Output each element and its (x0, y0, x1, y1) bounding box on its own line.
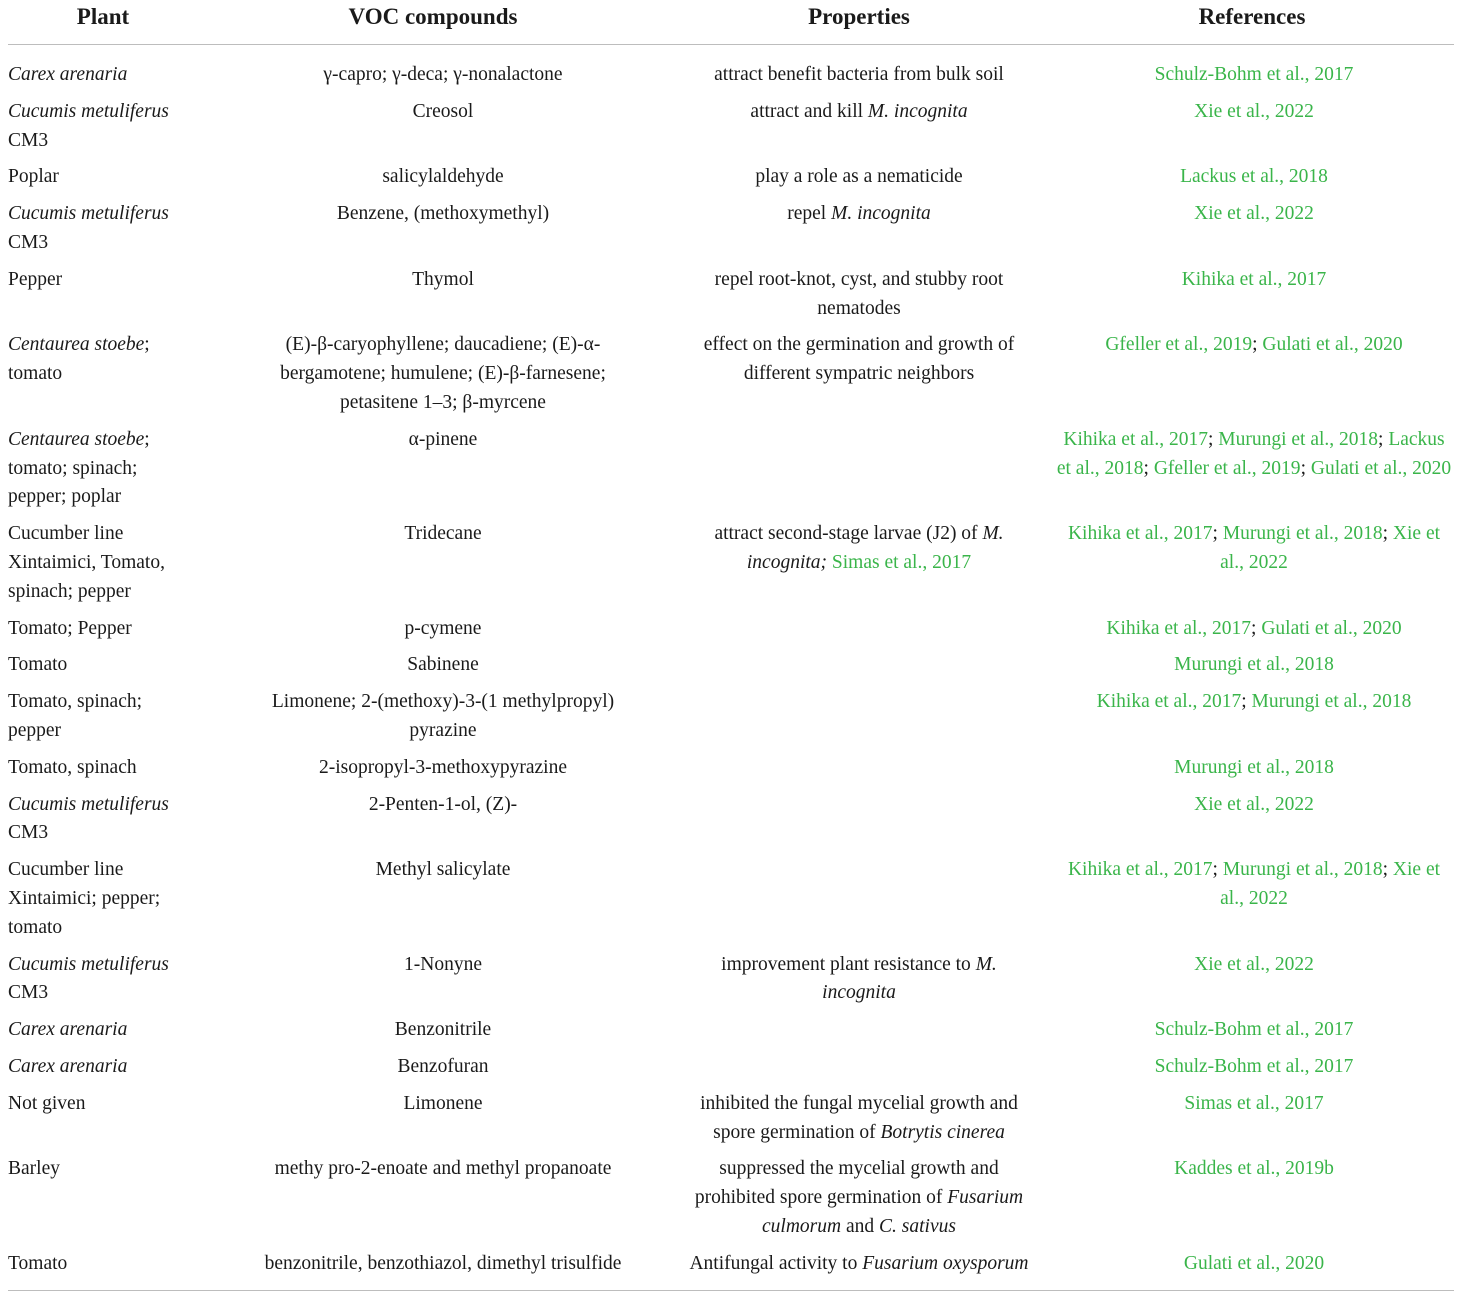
cell-text: ; (1382, 523, 1393, 545)
plant-cell (8, 684, 198, 750)
references-cell (1050, 684, 1454, 750)
reference-link[interactable]: Murungi et al., 2018 (1218, 428, 1379, 450)
properties-cell (668, 1246, 1050, 1291)
cell-text: ; (1212, 523, 1223, 545)
header-voc-compounds: VOC compounds (198, 0, 668, 45)
reference-link[interactable]: Xie et al., 2022 (1220, 859, 1441, 909)
table-row (8, 94, 1454, 160)
reference-link[interactable]: Murungi et al., 2018 (1174, 756, 1334, 778)
plant-cell (8, 1012, 198, 1049)
reference-link[interactable]: Kihika et al., 2017 (1181, 268, 1327, 290)
references-cell (1050, 262, 1454, 328)
plant-cell (8, 196, 198, 262)
cell-text: inhibited the fungal mycelial growth and spore germination of (700, 1092, 1018, 1143)
reference-link[interactable]: Schulz-Bohm et al., 2017 (1154, 1055, 1354, 1077)
voc-cell (198, 852, 668, 946)
plant-cell (8, 94, 198, 160)
properties-cell (668, 750, 1050, 787)
cell-text: α-pinene (408, 428, 478, 450)
plant-cell (8, 852, 198, 946)
plant-cell (8, 262, 198, 328)
italic-text: M. incognita (867, 100, 968, 122)
cell-text: methy pro-2-enoate and methyl propanoate (274, 1158, 612, 1180)
plant-cell (8, 1086, 198, 1152)
voc-cell (198, 647, 668, 684)
voc-table (8, 0, 1454, 1291)
cell-text: attract second-stage larvae (J2) of (714, 523, 983, 545)
reference-link[interactable]: Murungi et al., 2018 (1222, 859, 1383, 881)
properties-cell (668, 516, 1050, 610)
cell-text: Benzene, (methoxymethyl) (336, 203, 550, 225)
table-row (8, 1246, 1454, 1291)
table-row (8, 1012, 1454, 1049)
cell-text: Limonene; 2-(methoxy)-3-(1 methylpropyl) pyrazine (271, 691, 615, 741)
properties-cell (668, 852, 1050, 946)
table-row (8, 1151, 1454, 1245)
references-cell (1050, 787, 1454, 853)
header-references: References (1050, 0, 1454, 45)
plant-cell (8, 787, 198, 853)
italic-text: Cucumis metuliferus (8, 100, 169, 122)
properties-cell (668, 327, 1050, 421)
voc-cell (198, 45, 668, 94)
references-cell (1050, 1086, 1454, 1152)
cell-text: play a role as a nematicide (755, 166, 963, 188)
cell-text: effect on the germination and growth of different sympatric neighbors (703, 334, 1015, 385)
table-container (8, 0, 1454, 1291)
cell-text: ; (1378, 428, 1389, 450)
header-properties: Properties (668, 0, 1050, 45)
italic-text: Cucumis metuliferus (8, 953, 169, 975)
plant-cell (8, 45, 198, 94)
reference-link[interactable]: Lackus et al., 2018 (1180, 166, 1328, 188)
voc-cell (198, 1012, 668, 1049)
plant-cell (8, 159, 198, 196)
cell-text: suppressed the mycelial growth and prohibited spore germination of (694, 1158, 999, 1209)
table-row (8, 159, 1454, 196)
reference-link[interactable]: Murungi et al., 2018 (1222, 523, 1383, 545)
cell-text: ; (1241, 691, 1252, 713)
references-cell (1050, 947, 1454, 1013)
table-row (8, 516, 1454, 610)
cell-text: p-cymene (404, 617, 482, 639)
reference-link[interactable]: Kihika et al., 2017 (1063, 428, 1208, 450)
cell-text: ; tomato; spinach; pepper; poplar (8, 428, 150, 508)
cell-text: CM3 (8, 982, 49, 1004)
plant-cell (8, 647, 198, 684)
properties-cell (668, 159, 1050, 196)
properties-cell (668, 647, 1050, 684)
italic-text: Fusarium culmorum (762, 1187, 1024, 1237)
italic-text: Carex arenaria (8, 64, 128, 85)
cell-text: Tomato (8, 1252, 68, 1274)
plant-cell (8, 611, 198, 648)
voc-cell (198, 1246, 668, 1291)
table-row (8, 611, 1454, 648)
cell-text: Creosol (412, 100, 474, 122)
table-row (8, 327, 1454, 421)
cell-text: improvement plant resistance to (721, 953, 976, 975)
reference-link[interactable]: Xie et al., 2022 (1194, 100, 1314, 122)
reference-link[interactable]: Kaddes et al., 2019b (1174, 1158, 1334, 1180)
italic-text: M. incognita (822, 953, 997, 1004)
cell-text: and (841, 1215, 880, 1237)
italic-text: Botrytis cinerea (880, 1121, 1005, 1143)
properties-cell (668, 1151, 1050, 1245)
plant-cell (8, 1246, 198, 1291)
cell-text: ; (1143, 457, 1154, 479)
properties-cell (668, 196, 1050, 262)
properties-cell (668, 611, 1050, 648)
table-row (8, 947, 1454, 1013)
voc-cell (198, 750, 668, 787)
voc-cell (198, 947, 668, 1013)
plant-cell (8, 1049, 198, 1086)
table-row (8, 262, 1454, 328)
cell-text: Tomato, spinach (8, 756, 137, 778)
references-cell (1050, 196, 1454, 262)
cell-text: CM3 (8, 231, 49, 253)
properties-cell (668, 787, 1050, 853)
cell-text: ; (1300, 457, 1311, 479)
reference-link[interactable]: Gulati et al., 2020 (1262, 334, 1403, 356)
references-cell (1050, 750, 1454, 787)
cell-text: attract and kill (750, 100, 868, 122)
table-row (8, 1086, 1454, 1152)
references-cell (1050, 1246, 1454, 1291)
cell-text: Methyl salicylate (375, 859, 511, 881)
properties-cell (668, 45, 1050, 94)
italic-text: Fusarium oxysporum (862, 1252, 1029, 1274)
plant-cell (8, 947, 198, 1013)
references-cell (1050, 159, 1454, 196)
cell-text: ; (1251, 617, 1262, 639)
voc-cell (198, 1049, 668, 1086)
cell-text: CM3 (8, 822, 49, 844)
cell-text: Antifungal activity to (689, 1252, 863, 1274)
references-cell (1050, 1012, 1454, 1049)
cell-text: γ-capro; γ-deca; γ-nonalactone (323, 64, 563, 85)
cell-text: ; (1212, 859, 1223, 881)
cell-text: Benzofuran (397, 1055, 489, 1077)
references-cell (1050, 94, 1454, 160)
voc-cell (198, 516, 668, 610)
properties-cell (668, 1086, 1050, 1152)
reference-link[interactable]: Xie et al., 2022 (1194, 203, 1314, 225)
reference-link[interactable]: Kihika et al., 2017 (1096, 691, 1242, 713)
italic-text: Carex arenaria (8, 1055, 128, 1077)
voc-cell (198, 196, 668, 262)
table-row (8, 45, 1454, 94)
cell-text: ; (1207, 428, 1219, 450)
reference-link[interactable]: Gfeller et al., 2019 (1153, 457, 1301, 479)
reference-link[interactable]: Murungi et al., 2018 (1251, 691, 1412, 713)
table-row (8, 196, 1454, 262)
italic-text: Cucumis metuliferus (8, 203, 169, 225)
references-cell (1050, 647, 1454, 684)
cell-text: (E)-β-caryophyllene; daucadiene; (E)-α-bergamotene; humulene; (E)-β-farnesene; petasitene 1–3; β-myrcene (280, 334, 606, 413)
cell-text: attract benefit bacteria from bulk soil (714, 64, 1004, 85)
italic-text: M. incognita; (746, 523, 1004, 573)
table-row (8, 1049, 1454, 1086)
italic-text: C. sativus (879, 1215, 956, 1237)
voc-cell (198, 159, 668, 196)
italic-text: Cucumis metuliferus (8, 793, 169, 815)
reference-link[interactable]: Gulati et al., 2020 (1261, 617, 1402, 639)
table-row (8, 787, 1454, 853)
cell-text: CM3 (8, 129, 49, 151)
reference-link[interactable]: Kihika et al., 2017 (1106, 617, 1252, 639)
header-plant: Plant (8, 0, 198, 45)
reference-link[interactable]: Murungi et al., 2018 (1174, 654, 1334, 676)
cell-text: Cucumber line Xintaimici; pepper; tomato (8, 859, 161, 938)
references-cell (1050, 45, 1454, 94)
voc-cell (198, 327, 668, 421)
properties-cell (668, 94, 1050, 160)
plant-cell (8, 422, 198, 516)
voc-cell (198, 1086, 668, 1152)
reference-link[interactable]: Gulati et al., 2020 (1183, 1252, 1325, 1274)
table-row (8, 684, 1454, 750)
plant-cell (8, 516, 198, 610)
cell-text: Tomato, spinach; pepper (8, 691, 143, 741)
cell-text: Thymol (412, 268, 474, 290)
references-cell (1050, 516, 1454, 610)
reference-link[interactable]: Xie et al., 2022 (1194, 793, 1314, 815)
table-row (8, 647, 1454, 684)
cell-text: Tridecane (404, 523, 482, 545)
header-row (8, 0, 1454, 45)
properties-cell (668, 262, 1050, 328)
italic-text: Centaurea stoebe (8, 334, 145, 356)
cell-text: Tomato (8, 654, 68, 676)
cell-text: Pepper (8, 268, 63, 290)
properties-cell (668, 947, 1050, 1013)
voc-cell (198, 611, 668, 648)
reference-link[interactable]: Xie et al., 2022 (1220, 523, 1441, 573)
cell-text: Sabinene (407, 654, 479, 676)
cell-text: Not given (8, 1092, 86, 1114)
cell-text: Poplar (8, 166, 59, 188)
properties-cell (668, 1049, 1050, 1086)
plant-cell (8, 750, 198, 787)
references-cell (1050, 422, 1454, 516)
references-cell (1050, 1049, 1454, 1086)
cell-text: ; (1252, 334, 1263, 356)
voc-cell (198, 94, 668, 160)
reference-link[interactable]: Gfeller et al., 2019 (1105, 334, 1253, 356)
properties-cell (668, 422, 1050, 516)
cell-text: Tomato; Pepper (8, 617, 132, 639)
cell-text: 1-Nonyne (404, 953, 482, 975)
cell-text: ; (1382, 859, 1393, 881)
plant-cell (8, 1151, 198, 1245)
references-cell (1050, 1151, 1454, 1245)
cell-text: benzonitrile, benzothiazol, dimethyl trisulfide (264, 1252, 622, 1274)
reference-link[interactable]: Gulati et al., 2020 (1310, 457, 1452, 479)
references-cell (1050, 852, 1454, 946)
voc-cell (198, 787, 668, 853)
reference-link[interactable]: Xie et al., 2022 (1194, 953, 1314, 975)
cell-text: salicylaldehyde (382, 166, 504, 188)
reference-link[interactable]: Schulz-Bohm et al., 2017 (1154, 64, 1354, 85)
reference-link[interactable]: Schulz-Bohm et al., 2017 (1154, 1019, 1354, 1041)
table-row (8, 422, 1454, 516)
cell-text: Cucumber line Xintaimici, Tomato, spinach; pepper (8, 523, 165, 602)
italic-text: Carex arenaria (8, 1019, 128, 1041)
table-row (8, 750, 1454, 787)
cell-text: Benzonitrile (394, 1019, 492, 1041)
voc-cell (198, 1151, 668, 1245)
table-row (8, 852, 1454, 946)
cell-text: 2-Penten-1-ol, (Z)- (368, 793, 518, 815)
italic-text: Centaurea stoebe (8, 428, 145, 450)
voc-cell (198, 422, 668, 516)
properties-cell (668, 684, 1050, 750)
voc-cell (198, 684, 668, 750)
references-cell (1050, 327, 1454, 421)
cell-text: Barley (8, 1158, 60, 1180)
reference-link[interactable]: Lackus et al., 2018 (1056, 428, 1445, 479)
cell-text: Limonene (403, 1092, 483, 1114)
plant-cell (8, 327, 198, 421)
italic-text: M. incognita (831, 203, 931, 225)
reference-link[interactable]: Simas et al., 2017 (1184, 1092, 1324, 1114)
table-body (8, 45, 1454, 1291)
references-cell (1050, 611, 1454, 648)
reference-link[interactable]: Simas et al., 2017 (831, 551, 972, 573)
voc-cell (198, 262, 668, 328)
properties-cell (668, 1012, 1050, 1049)
cell-text: repel root-knot, cyst, and stubby root nematodes (714, 268, 1004, 319)
cell-text: ; tomato (8, 334, 150, 385)
reference-link[interactable]: Kihika et al., 2017 (1067, 523, 1213, 545)
reference-link[interactable]: Kihika et al., 2017 (1067, 859, 1213, 881)
cell-text: repel (787, 203, 832, 225)
cell-text: 2-isopropyl-3-methoxypyrazine (318, 756, 567, 778)
